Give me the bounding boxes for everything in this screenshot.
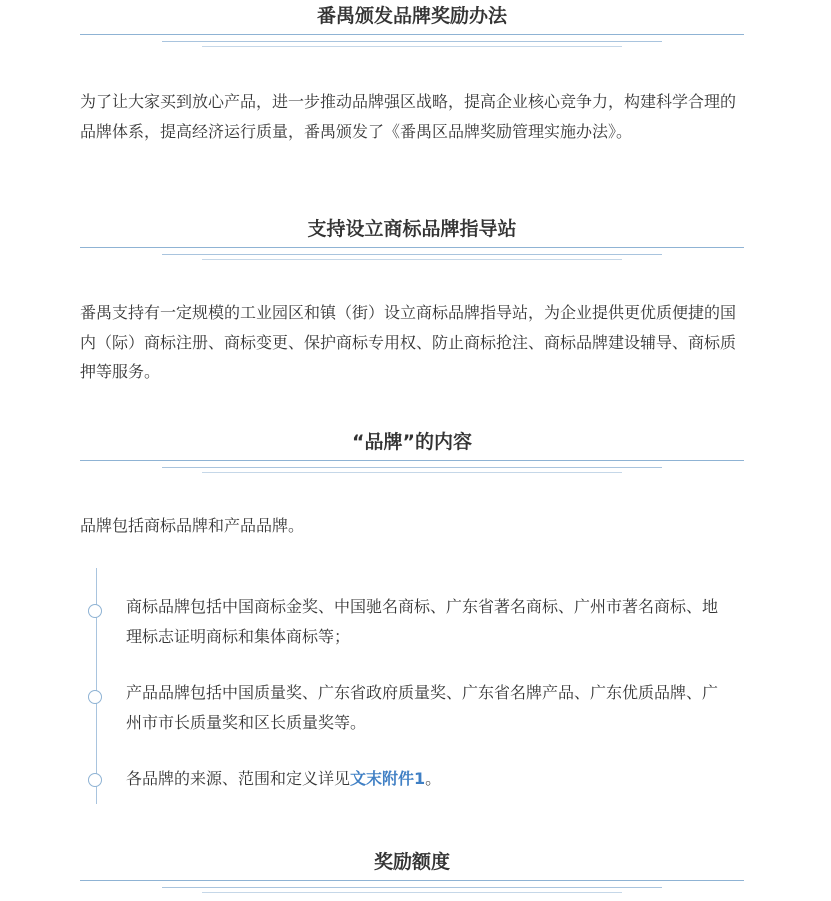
- section-body-2: 番禺支持有一定规模的工业园区和镇（街）设立商标品牌指导站，为企业提供更优质便捷的国内（际）商标注册、商标变更、保护商标专用权、防止商标抢注、商标品牌建设辅导、商标质押等服务。: [80, 303, 737, 381]
- timeline-item-text: [126, 764, 726, 794]
- timeline-item-text-after: 。: [425, 769, 442, 788]
- brand-timeline: [96, 568, 744, 804]
- section-title-2: 支持设立商标品牌指导站: [307, 218, 517, 240]
- heading-rule-bottom: [202, 259, 622, 260]
- circle-bullet-icon: [88, 773, 102, 787]
- heading-rule-top: [80, 880, 744, 881]
- section-heading-4: [80, 846, 744, 898]
- section-body-1: 为了让大家买到放心产品，进一步推动品牌强区战略，提高企业核心竞争力，构建科学合理的品牌体系，提高经济运行质量，番禺颁发了《番禺区品牌奖励管理实施办法》。: [80, 92, 737, 141]
- heading-rule-middle: [162, 887, 662, 888]
- heading-rule-middle: [162, 254, 662, 255]
- heading-rule-middle: [162, 41, 662, 42]
- timeline-item-text: 产品品牌包括中国质量奖、广东省政府质量奖、广东省名牌产品、广东优质品牌、广州市市长质量奖和区长质量奖等。: [126, 683, 719, 732]
- heading-rule-top: [80, 460, 744, 461]
- heading-rule-bottom: [202, 892, 622, 893]
- section-heading-2: [80, 213, 744, 265]
- section-body-3: 品牌包括商标品牌和产品品牌。: [80, 516, 305, 535]
- timeline-item-text: 商标品牌包括中国商标金奖、中国驰名商标、广东省著名商标、广州市著名商标、地理标志证明商标和集体商标等；: [126, 597, 719, 646]
- section-title-1: 番禺颁发品牌奖励办法: [316, 5, 507, 27]
- heading-rule-bottom: [202, 472, 622, 473]
- circle-bullet-icon: [88, 604, 102, 618]
- heading-rule-top: [80, 247, 744, 248]
- section-title-4: 奖励额度: [373, 851, 450, 873]
- circle-bullet-icon: [88, 690, 102, 704]
- appendix-link[interactable]: 文末附件1: [350, 769, 426, 788]
- timeline-item-text-before: 各品牌的来源、范围和定义详见: [126, 769, 351, 788]
- section-heading-3: [80, 426, 744, 478]
- heading-rule-bottom: [202, 46, 622, 47]
- heading-rule-top: [80, 34, 744, 35]
- section-title-3: “品牌”的内容: [352, 431, 472, 453]
- section-heading-1: [80, 0, 744, 52]
- heading-rule-middle: [162, 467, 662, 468]
